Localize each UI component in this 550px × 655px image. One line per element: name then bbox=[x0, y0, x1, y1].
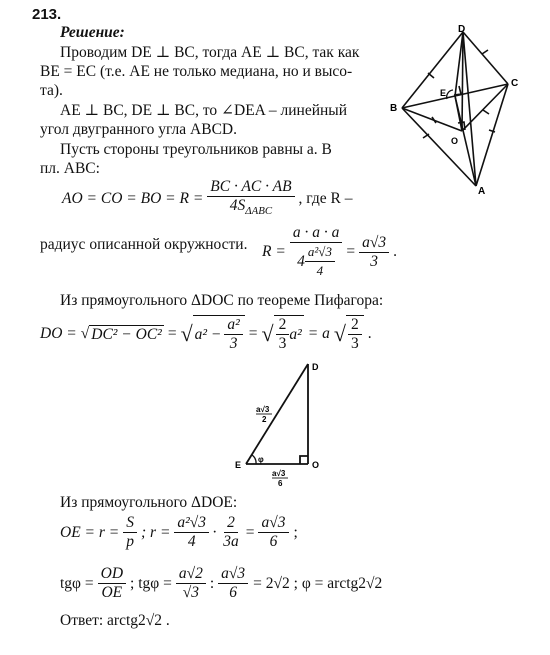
formula3-rad2-den: 3 bbox=[229, 335, 238, 352]
problem-number: 213. bbox=[32, 6, 62, 23]
triangle-label-o: O bbox=[312, 460, 320, 470]
formula4-f3-num: 2 bbox=[224, 514, 238, 533]
para1-line1: Проводим DE ⊥ BC, тогда AE ⊥ BC, так как bbox=[60, 44, 360, 61]
formula2-res-den: 3 bbox=[370, 252, 378, 270]
formula5-f2-den: √3 bbox=[182, 584, 199, 601]
formula-radius bbox=[262, 224, 397, 280]
formula5-mid: ; tgφ = bbox=[130, 574, 172, 592]
para2-line2: угол двугранного угла ABCD. bbox=[40, 121, 237, 138]
formula3-rad3-tail: a² bbox=[289, 325, 302, 343]
formula5-f3-den: 6 bbox=[229, 584, 238, 601]
formula4-f2-num: a²√3 bbox=[174, 514, 209, 533]
formula1-num: BC · AC · AB bbox=[207, 178, 294, 197]
formula2-end: . bbox=[393, 243, 397, 260]
formula3-rad2-a: a² − bbox=[194, 325, 222, 343]
answer-text: Ответ: arctg2√2 . bbox=[60, 612, 170, 629]
pyramid-label-o: O bbox=[451, 136, 459, 146]
formula1-where: , где R – bbox=[298, 190, 353, 208]
para3-line1: Пусть стороны треугольников равны a. В bbox=[60, 141, 332, 158]
formula-tangent bbox=[60, 565, 382, 602]
formula5-f1-den: OE bbox=[101, 584, 123, 601]
formula3-rad1: DC² − OC² bbox=[91, 325, 162, 343]
formula3-rad3-num: 2 bbox=[276, 316, 290, 335]
triangle-label-e: E bbox=[235, 460, 242, 470]
triangle-doe-diagram bbox=[230, 358, 340, 488]
formula3-rad4-num: 2 bbox=[348, 316, 362, 335]
formula4-f3-den: 3a bbox=[223, 533, 239, 550]
formula4-f2-den: 4 bbox=[187, 533, 196, 550]
triangle-leg-den: 6 bbox=[278, 479, 283, 488]
triangle-hyp-den: 2 bbox=[262, 415, 267, 424]
para1-line2: BE = EC (т.е. AE не только медиана, но и высо- bbox=[40, 63, 353, 80]
pyramid-label-c: C bbox=[511, 78, 519, 89]
pyramid-label-d: D bbox=[458, 24, 466, 35]
formula4-end: ; bbox=[293, 523, 298, 541]
formula1-den: 4S bbox=[229, 197, 246, 214]
triangle-label-d: D bbox=[312, 362, 319, 372]
formula3-eq2: = bbox=[248, 325, 258, 342]
para3-line2: пл. ABC: bbox=[40, 160, 100, 177]
radius-text: радиус описанной окружности. bbox=[40, 236, 248, 253]
formula-circumradius bbox=[62, 178, 353, 220]
formula2-num: a · a · a bbox=[290, 224, 343, 243]
formula2-den-inner-num: a²√3 bbox=[305, 243, 335, 262]
triangle-label-phi: φ bbox=[258, 455, 264, 464]
formula5-res: = 2√2 ; φ = arctg2√2 bbox=[253, 574, 383, 592]
triangle-hyp-num: a√3 bbox=[256, 405, 270, 414]
triangle-leg-num: a√3 bbox=[272, 469, 286, 478]
formula3-eq1: = bbox=[167, 325, 177, 342]
formula3-eq3: = a bbox=[307, 325, 330, 342]
pyramid-label-b: B bbox=[390, 103, 398, 114]
formula4-f1-den: p bbox=[126, 533, 134, 550]
formula4-mid: ; r = bbox=[141, 523, 171, 541]
formula4-lhs: OE = r = bbox=[60, 523, 120, 541]
formula3-rad4-den: 3 bbox=[350, 335, 359, 352]
formula4-eq: = bbox=[245, 523, 255, 541]
formula2-den-inner-den: 4 bbox=[316, 263, 324, 278]
pythagoras-doc-text: Из прямоугольного ΔDOC по теореме Пифагора: bbox=[60, 292, 384, 309]
formula2-eq: = bbox=[346, 243, 356, 260]
pyramid-label-e: E bbox=[440, 88, 447, 98]
formula1-den-sub: ΔABC bbox=[245, 205, 273, 218]
formula-do: DO = √ DC² − OC² = √ a² − $\frac{\text{a²}}{3}$ = √ $\frac{2}{3}$ a² = a √ $\frac{2}{3}$ . bbox=[40, 316, 372, 352]
formula3-end: . bbox=[367, 325, 372, 342]
para2-line1: AE ⊥ BC, DE ⊥ BC, то ∠DEA – линейный bbox=[60, 102, 348, 119]
formula-inradius bbox=[60, 514, 298, 551]
pyramid-label-a: A bbox=[478, 186, 486, 197]
formula4-f4-den: 6 bbox=[269, 533, 278, 550]
solution-heading: Решение: bbox=[60, 24, 125, 41]
para1-line3: та). bbox=[40, 82, 63, 99]
formula5-lhs: tgφ = bbox=[60, 574, 94, 592]
formula5-colon: : bbox=[209, 574, 215, 592]
formula3-rad3-den: 3 bbox=[278, 335, 287, 352]
formula2-den-pre: 4 bbox=[297, 252, 305, 270]
formula3-lhs: DO = bbox=[40, 325, 77, 342]
formula4-f4-num: a√3 bbox=[258, 514, 288, 533]
doe-text: Из прямоугольного ΔDOE: bbox=[60, 494, 238, 511]
formula5-f1-num: OD bbox=[98, 565, 126, 584]
formula2-res-num: a√3 bbox=[359, 234, 389, 253]
formula4-dot: · bbox=[212, 523, 218, 541]
formula2-lhs: R = bbox=[262, 243, 286, 260]
pyramid-diagram bbox=[378, 20, 528, 200]
formula4-f1-num: S bbox=[123, 514, 137, 533]
formula5-f3-num: a√3 bbox=[218, 565, 248, 584]
formula1-lhs: AO = CO = BO = R = bbox=[62, 190, 204, 208]
formula5-f2-num: a√2 bbox=[176, 565, 206, 584]
formula3-rad2-num: a² bbox=[224, 316, 242, 335]
